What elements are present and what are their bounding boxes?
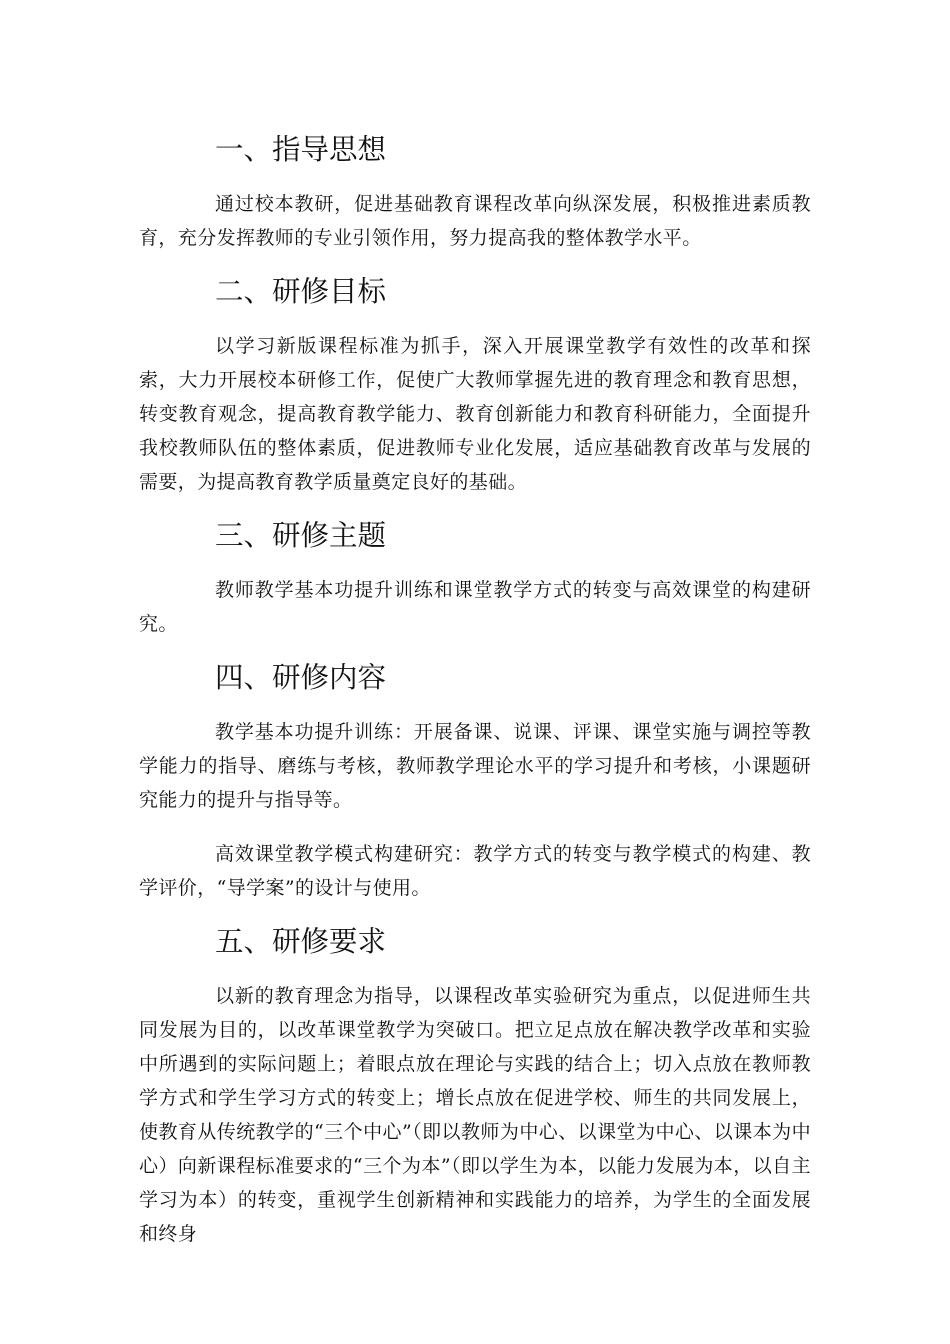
section-paragraph: 教学基本功提升训练：开展备课、说课、评课、课堂实施与调控等教学能力的指导、磨练与考核，教师教学理论水平的学习提升和考核，小课题研究能力的提升与指导等。 (139, 721, 811, 811)
section-training-theme (139, 519, 811, 641)
section-guiding-thought (139, 133, 811, 255)
section-paragraph: 以学习新版课程标准为抓手，深入开展课堂教学有效性的改革和探索，大力开展校本研修工作，促使广大教师掌握先进的教育理念和教育思想，转变教育观念，提高教育教学能力、教育创新能力和教育科研能力，全面提升我校教师队伍的整体素质，促进教师专业化发展，适应基础教育改革与发展的需要，为提高教育教学质量奠定良好的基础。 (139, 335, 811, 493)
section-training-requirements (139, 925, 811, 1251)
section-heading: 三、研修主题 (215, 519, 387, 552)
section-heading: 二、研修目标 (215, 275, 387, 308)
section-heading: 一、指导思想 (215, 133, 387, 166)
section-training-content (139, 661, 811, 905)
section-paragraph: 高效课堂教学模式构建研究：教学方式的转变与教学模式的构建、教学评价，“导学案”的设计与使用。 (139, 843, 811, 899)
section-paragraph: 教师教学基本功提升训练和课堂教学方式的转变与高效课堂的构建研究。 (139, 579, 811, 635)
section-training-goals (139, 275, 811, 499)
section-paragraph: 以新的教育理念为指导，以课程改革实验研究为重点，以促进师生共同发展为目的，以改革课堂教学为突破口。把立足点放在解决教学改革和实验中所遇到的实际问题上；着眼点放在理论与实践的结合上；切入点放在教师教学方式和学生学习方式的转变上；增长点放在促进学校、师生的共同发展上，使教育从传统教学的“三个中心”（即以教师为中心、以课堂为中心、以课本为中心）向新课程标准要求的“三个为本”（即以学生为本，以能力发展为本，以自主学习为本）的转变，重视学生创新精神和实践能力的培养，为学生的全面发展和终身 (139, 985, 811, 1245)
document-body (139, 133, 811, 1251)
section-paragraph: 通过校本教研，促进基础教育课程改革向纵深发展，积极推进素质教育，充分发挥教师的专业引领作用，努力提高我的整体教学水平。 (139, 193, 811, 249)
section-heading: 五、研修要求 (215, 925, 387, 958)
section-heading: 四、研修内容 (215, 661, 387, 694)
